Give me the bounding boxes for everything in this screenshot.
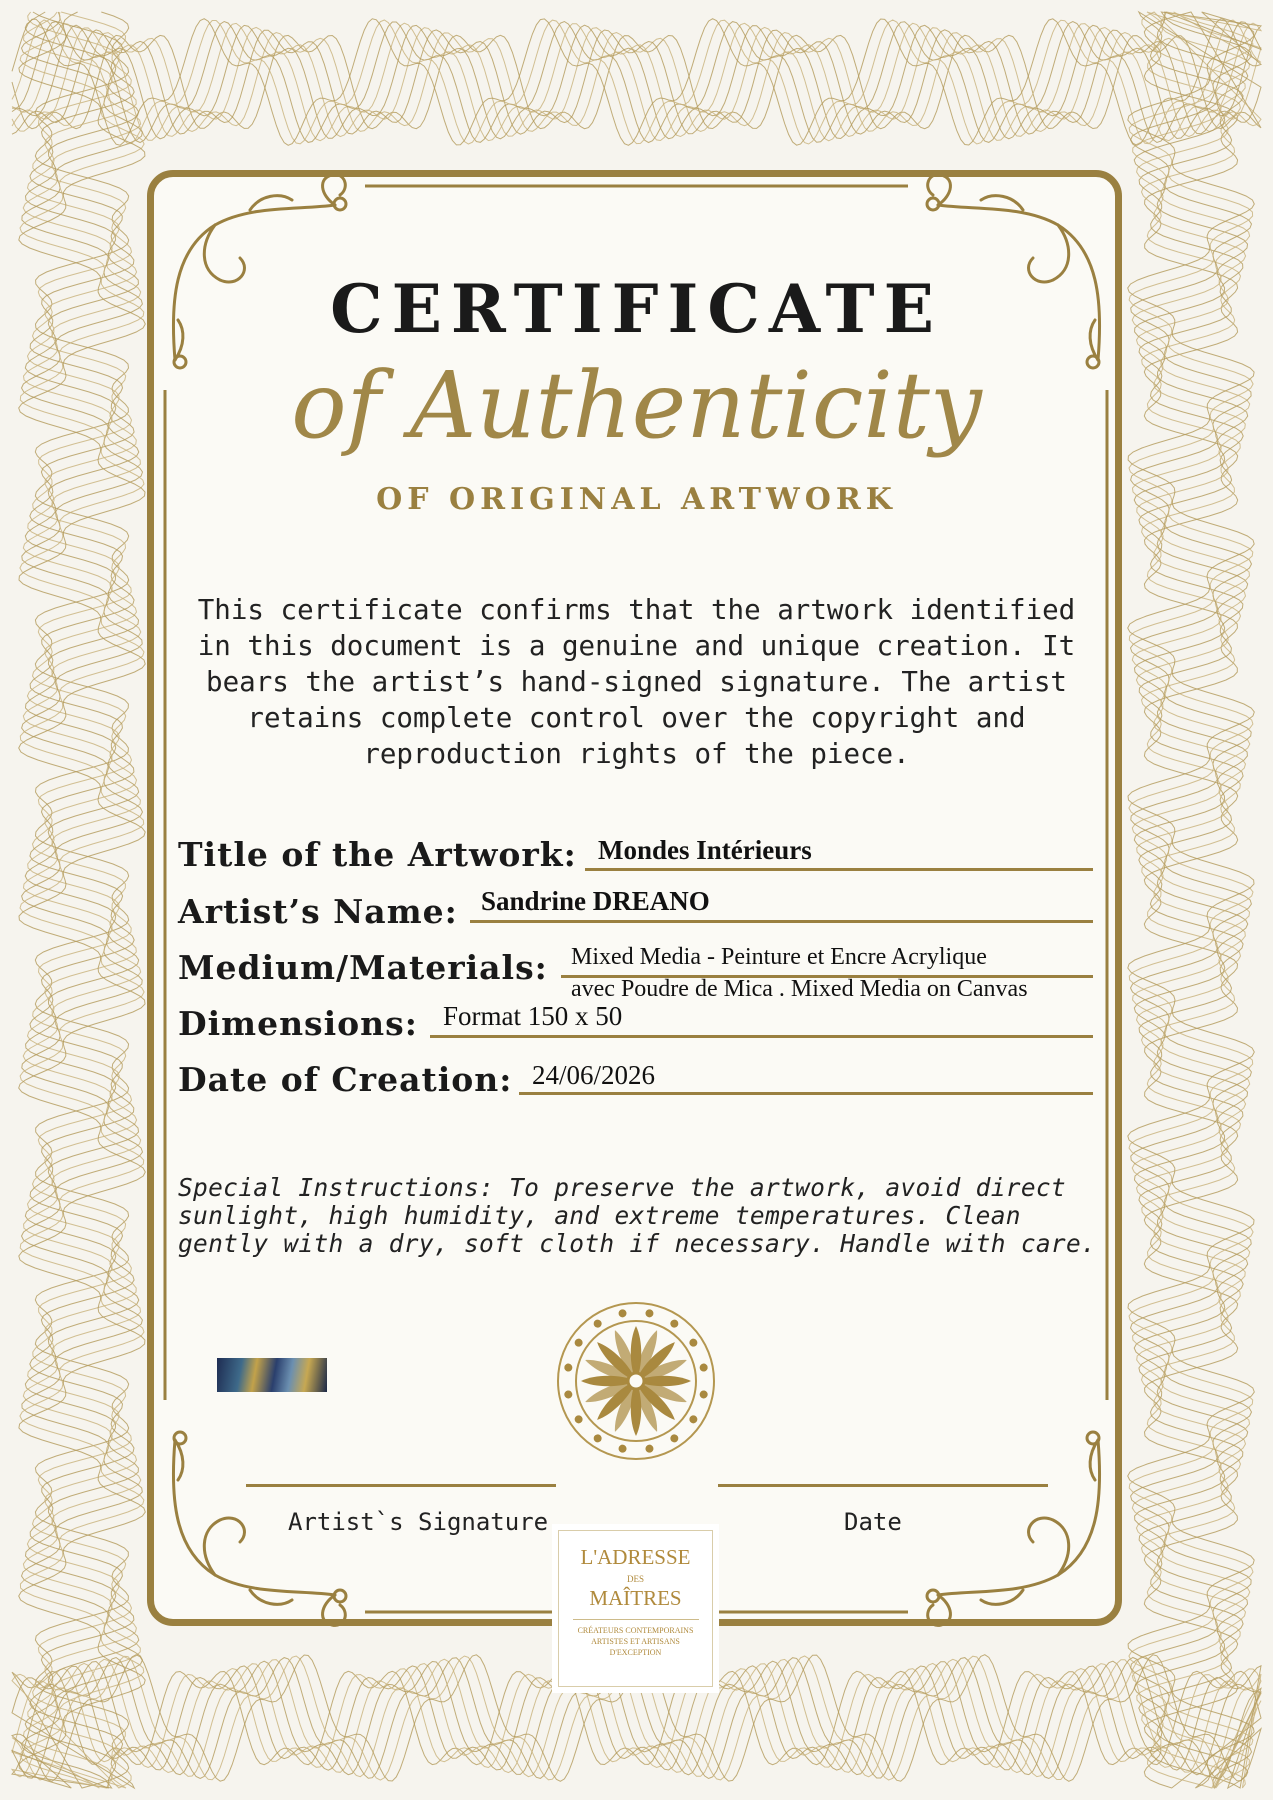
date-label: Date	[844, 1508, 902, 1536]
script-title: of Authenticity	[291, 352, 982, 459]
certificate-subtitle: OF ORIGINAL ARTWORK	[376, 482, 897, 517]
medium-label: Medium/Materials:	[178, 948, 548, 987]
badge-line-4: CRÉATEURS CONTEMPORAINS	[577, 1626, 694, 1635]
artwork-thumbnail-icon	[217, 1358, 327, 1392]
date-line	[718, 1484, 1048, 1487]
date-of-creation-value: 24/06/2026	[532, 1060, 656, 1090]
medium-value-line1: Mixed Media - Peinture et Encre Acrylique	[571, 944, 987, 970]
date-of-creation-label: Date of Creation:	[178, 1060, 513, 1099]
badge-line-5: ARTISTES ET ARTISANS	[591, 1637, 680, 1646]
artwork-title-value: Mondes Intérieurs	[598, 835, 812, 865]
artist-name-underline	[470, 920, 1093, 923]
signature-line	[246, 1484, 556, 1487]
rosette-seal-icon	[555, 1300, 717, 1462]
dimensions-value: Format 150 x 50	[443, 1001, 623, 1031]
badge-line-1: L'ADRESSE	[580, 1545, 691, 1569]
certificate-title: CERTIFICATE	[330, 270, 943, 348]
dimensions-label: Dimensions:	[178, 1004, 418, 1043]
date-of-creation-underline	[519, 1092, 1093, 1095]
artist-name-value: Sandrine DREANO	[481, 886, 710, 916]
badge-line-3: MAÎTRES	[589, 1586, 682, 1610]
artwork-title-underline	[585, 868, 1093, 871]
badge-subtext	[573, 1619, 699, 1658]
badge-line-6: D'EXCEPTION	[609, 1648, 662, 1657]
artwork-title-label: Title of the Artwork:	[178, 835, 577, 874]
special-instructions: Special Instructions: To preserve the artwork, avoid direct sunlight, high humidity, and extreme temperatures. Clean gently with a dry, soft cloth if necessary. Handle with care.	[178, 1173, 1097, 1258]
artist-name-label: Artist’s Name:	[178, 892, 458, 931]
dimensions-underline	[430, 1035, 1093, 1038]
gallery-badge	[558, 1530, 713, 1687]
medium-value-line2: avec Poudre de Mica . Mixed Media on Canvas	[571, 976, 1028, 1002]
intro-paragraph: This certificate confirms that the artwork identified in this document is a genuine and unique creation. It bears the artist’s hand-signed signature. The artist retains complete control over the copyright and reproduction rights of the piece.	[197, 594, 1076, 770]
badge-line-2: DES	[626, 1574, 644, 1584]
signature-label: Artist`s Signature	[288, 1508, 549, 1536]
